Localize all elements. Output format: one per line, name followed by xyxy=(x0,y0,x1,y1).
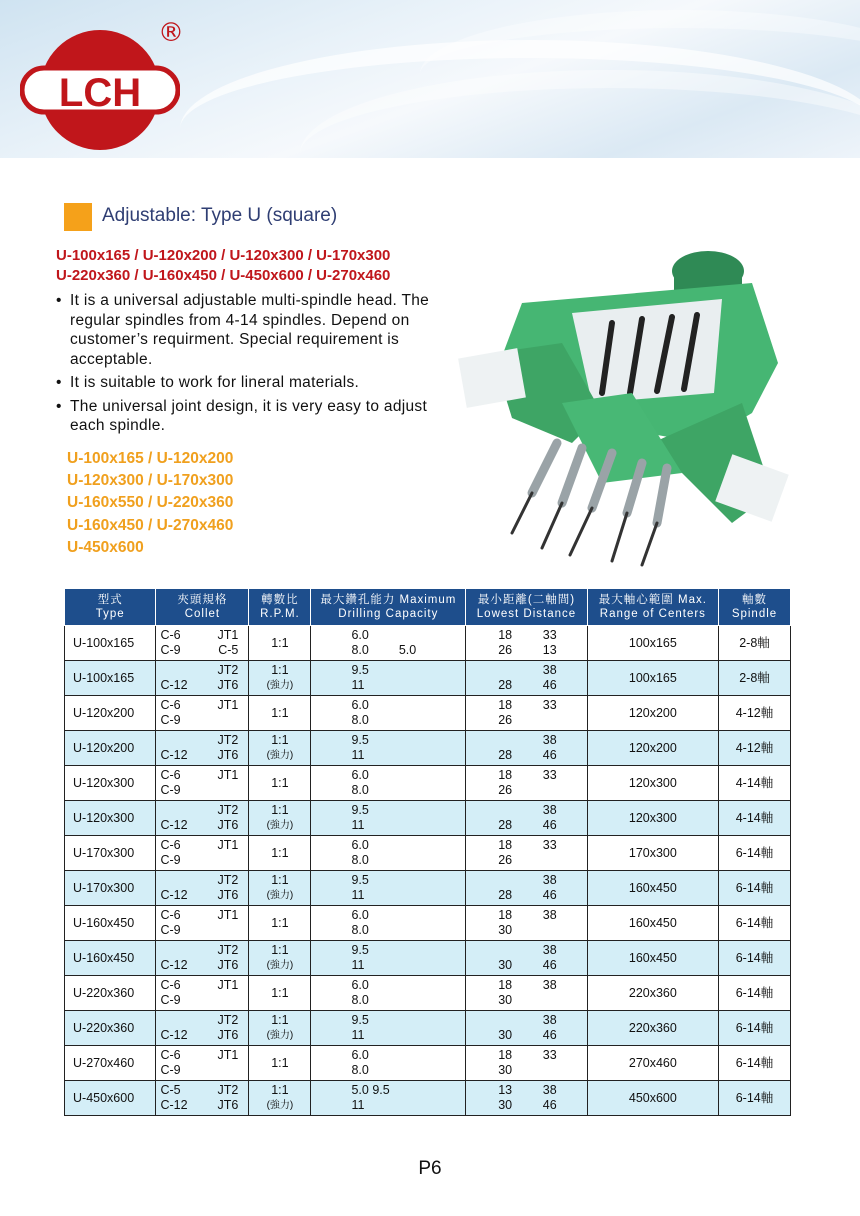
cell-collet: C-6 JT1 C-9 C-5 xyxy=(156,626,249,661)
cell-rpm: 1:1 (強力) xyxy=(249,871,311,906)
cell-type: U-450x600 xyxy=(65,1081,156,1116)
table-row xyxy=(65,696,791,731)
cell-rpm: 1:1 xyxy=(249,836,311,871)
cell-range: 120x200 xyxy=(587,731,718,766)
cell-distance: 38 30 46 xyxy=(466,1011,587,1046)
cell-distance: 18 33 30 xyxy=(466,1046,587,1081)
table-row xyxy=(65,801,791,836)
cell-drilling: 6.0 8.0 xyxy=(311,976,466,1011)
cell-drilling: 5.0 9.5 11 xyxy=(311,1081,466,1116)
cell-spindle: 6-14軸 xyxy=(719,871,791,906)
cell-rpm: 1:1 xyxy=(249,766,311,801)
cell-distance: 18 33 26 xyxy=(466,696,587,731)
cell-collet: C-6 JT1 C-9 xyxy=(156,976,249,1011)
cell-collet: JT2 C-12 JT6 xyxy=(156,941,249,976)
specification-table xyxy=(64,588,791,1116)
cell-distance: 18 38 30 xyxy=(466,976,587,1011)
table-row xyxy=(65,941,791,976)
model-list-red xyxy=(56,246,390,286)
cell-type: U-160x450 xyxy=(65,906,156,941)
cell-type: U-120x300 xyxy=(65,801,156,836)
col-header-drilling: 最大鑽孔能力 Maximum Drilling Capacity xyxy=(311,589,466,626)
cell-rpm: 1:1 (強力) xyxy=(249,661,311,696)
cell-drilling: 6.0 8.0 5.0 xyxy=(311,626,466,661)
cell-range: 160x450 xyxy=(587,941,718,976)
model-line: U-160x450 / U-270x460 xyxy=(67,516,234,534)
cell-spindle: 4-12軸 xyxy=(719,696,791,731)
model-line: U-160x550 / U-220x360 xyxy=(67,494,234,512)
cell-range: 160x450 xyxy=(587,906,718,941)
cell-type: U-220x360 xyxy=(65,976,156,1011)
cell-distance: 18 33 26 xyxy=(466,766,587,801)
cell-rpm: 1:1 xyxy=(249,976,311,1011)
table-row xyxy=(65,1081,791,1116)
registered-mark: ® xyxy=(158,18,184,48)
cell-distance: 18 33 26 xyxy=(466,836,587,871)
cell-range: 450x600 xyxy=(587,1081,718,1116)
lch-logo xyxy=(20,20,180,154)
table-row xyxy=(65,766,791,801)
cell-range: 120x200 xyxy=(587,696,718,731)
cell-type: U-270x460 xyxy=(65,1046,156,1081)
feature-list xyxy=(56,291,436,440)
table-row xyxy=(65,836,791,871)
col-header-collet: 夾頭規格 Collet xyxy=(156,589,249,626)
feature-item: • It is suitable to work for lineral materials. xyxy=(56,373,436,393)
cell-rpm: 1:1 (強力) xyxy=(249,941,311,976)
cell-type: U-100x165 xyxy=(65,661,156,696)
cell-collet: C-5 JT2 C-12 JT6 xyxy=(156,1081,249,1116)
cell-distance: 38 28 46 xyxy=(466,731,587,766)
cell-distance: 18 38 30 xyxy=(466,906,587,941)
cell-spindle: 2-8軸 xyxy=(719,626,791,661)
cell-range: 160x450 xyxy=(587,871,718,906)
cell-distance: 18 33 26 13 xyxy=(466,626,587,661)
cell-type: U-100x165 xyxy=(65,626,156,661)
table-row xyxy=(65,906,791,941)
cell-spindle: 6-14軸 xyxy=(719,1081,791,1116)
cell-spindle: 6-14軸 xyxy=(719,906,791,941)
table-row xyxy=(65,1011,791,1046)
cell-collet: JT2 C-12 JT6 xyxy=(156,1011,249,1046)
cell-range: 220x360 xyxy=(587,976,718,1011)
table-row xyxy=(65,626,791,661)
cell-collet: JT2 C-12 JT6 xyxy=(156,731,249,766)
cell-drilling: 6.0 8.0 xyxy=(311,906,466,941)
cell-spindle: 6-14軸 xyxy=(719,1011,791,1046)
cell-distance: 38 28 46 xyxy=(466,871,587,906)
table-row xyxy=(65,976,791,1011)
cell-spindle: 6-14軸 xyxy=(719,1046,791,1081)
cell-collet: JT2 C-12 JT6 xyxy=(156,871,249,906)
table-header-row xyxy=(65,589,791,626)
logo-text: LCH xyxy=(58,71,142,115)
cell-rpm: 1:1 (強力) xyxy=(249,801,311,836)
cell-drilling: 6.0 8.0 xyxy=(311,766,466,801)
col-header-range: 最大軸心範圍 Max. Range of Centers xyxy=(587,589,718,626)
cell-collet: C-6 JT1 C-9 xyxy=(156,836,249,871)
col-header-type: 型式 Type xyxy=(65,589,156,626)
cell-drilling: 9.5 11 xyxy=(311,871,466,906)
col-header-distance: 最小距離(二軸間) Lowest Distance xyxy=(466,589,587,626)
cell-rpm: 1:1 xyxy=(249,1046,311,1081)
feature-item: • It is a universal adjustable multi-spindle head. The regular spindles from 4-14 spindles. Depend on customer’s requirment. Special requirement is acceptable. xyxy=(56,291,436,369)
table-row xyxy=(65,731,791,766)
model-list-orange xyxy=(67,448,233,559)
cell-drilling: 9.5 11 xyxy=(311,661,466,696)
cell-range: 220x360 xyxy=(587,1011,718,1046)
model-line: U-220x360 / U-160x450 / U-450x600 / U-270x460 xyxy=(56,267,391,284)
col-header-rpm: 轉數比 R.P.M. xyxy=(249,589,311,626)
section-title: Adjustable: Type U (square) xyxy=(102,205,338,226)
cell-type: U-160x450 xyxy=(65,941,156,976)
table-row xyxy=(65,661,791,696)
cell-range: 120x300 xyxy=(587,801,718,836)
model-line: U-100x165 / U-120x200 xyxy=(67,450,234,467)
cell-collet: JT2 C-12 JT6 xyxy=(156,661,249,696)
cell-range: 120x300 xyxy=(587,766,718,801)
table-row xyxy=(65,871,791,906)
model-line: U-120x300 / U-170x300 xyxy=(67,472,234,490)
cell-range: 100x165 xyxy=(587,626,718,661)
cell-spindle: 6-14軸 xyxy=(719,976,791,1011)
cell-distance: 38 28 46 xyxy=(466,801,587,836)
model-line: U-100x165 / U-120x200 / U-120x300 / U-170x300 xyxy=(56,247,391,264)
cell-drilling: 9.5 11 xyxy=(311,801,466,836)
cell-type: U-120x200 xyxy=(65,731,156,766)
cell-drilling: 9.5 11 xyxy=(311,941,466,976)
feature-item: • The universal joint design, it is very easy to adjust each spindle. xyxy=(56,397,436,436)
cell-type: U-120x300 xyxy=(65,766,156,801)
cell-spindle: 6-14軸 xyxy=(719,941,791,976)
cell-drilling: 9.5 11 xyxy=(311,731,466,766)
page-number: P6 xyxy=(418,1158,442,1179)
cell-drilling: 6.0 8.0 xyxy=(311,1046,466,1081)
cell-rpm: 1:1 xyxy=(249,696,311,731)
cell-spindle: 2-8軸 xyxy=(719,661,791,696)
cell-collet: C-6 JT1 C-9 xyxy=(156,696,249,731)
cell-rpm: 1:1 xyxy=(249,906,311,941)
table-row xyxy=(65,1046,791,1081)
cell-distance: 38 28 46 xyxy=(466,661,587,696)
cell-type: U-170x300 xyxy=(65,836,156,871)
cell-drilling: 6.0 8.0 xyxy=(311,836,466,871)
cell-type: U-120x200 xyxy=(65,696,156,731)
cell-rpm: 1:1 (強力) xyxy=(249,1011,311,1046)
cell-collet: C-6 JT1 C-9 xyxy=(156,906,249,941)
col-header-spindle: 軸數 Spindle xyxy=(719,589,791,626)
model-line: U-450x600 xyxy=(67,538,144,556)
cell-distance: 38 30 46 xyxy=(466,941,587,976)
cell-spindle: 4-14軸 xyxy=(719,766,791,801)
cell-rpm: 1:1 xyxy=(249,626,311,661)
cell-spindle: 6-14軸 xyxy=(719,836,791,871)
cell-distance: 13 38 30 46 xyxy=(466,1081,587,1116)
cell-spindle: 4-12軸 xyxy=(719,731,791,766)
cell-range: 270x460 xyxy=(587,1046,718,1081)
cell-type: U-170x300 xyxy=(65,871,156,906)
cell-drilling: 9.5 11 xyxy=(311,1011,466,1046)
cell-collet: JT2 C-12 JT6 xyxy=(156,801,249,836)
section-marker xyxy=(64,203,92,231)
multi-spindle-head-photo xyxy=(452,243,790,568)
cell-range: 170x300 xyxy=(587,836,718,871)
cell-type: U-220x360 xyxy=(65,1011,156,1046)
cell-rpm: 1:1 (強力) xyxy=(249,1081,311,1116)
cell-range: 100x165 xyxy=(587,661,718,696)
cell-spindle: 4-14軸 xyxy=(719,801,791,836)
cell-collet: C-6 JT1 C-9 xyxy=(156,1046,249,1081)
cell-collet: C-6 JT1 C-9 xyxy=(156,766,249,801)
cell-drilling: 6.0 8.0 xyxy=(311,696,466,731)
cell-rpm: 1:1 (強力) xyxy=(249,731,311,766)
